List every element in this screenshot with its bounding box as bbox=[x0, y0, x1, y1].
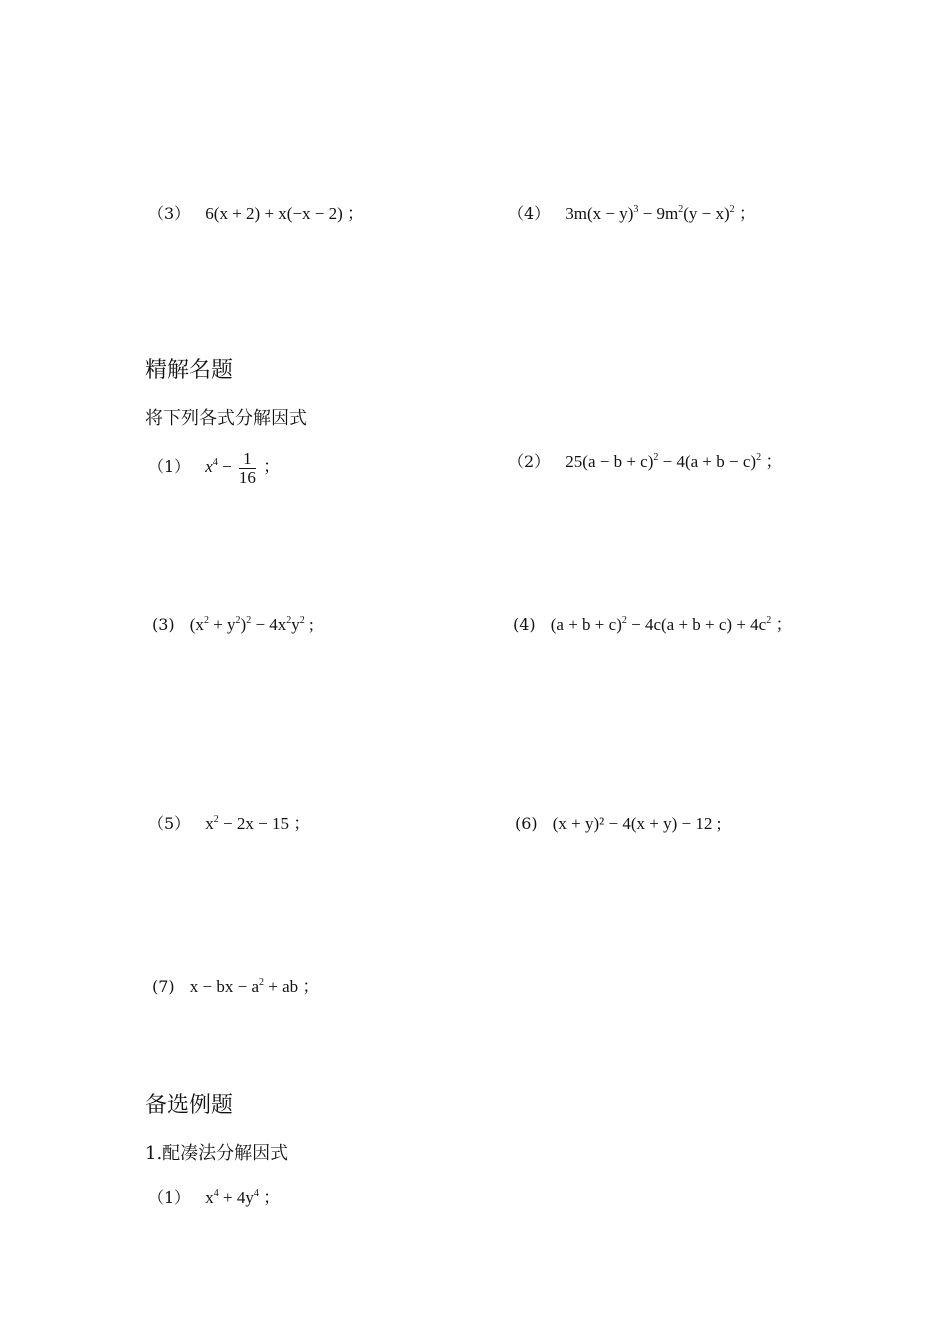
problem-label: (3) bbox=[152, 615, 175, 634]
problem-7 bbox=[152, 975, 319, 999]
problem-label: (6) bbox=[515, 814, 538, 833]
problem-expression: $x^2 - 2x - 15$ ； bbox=[205, 814, 311, 833]
problem-4b bbox=[513, 613, 792, 637]
problem-1c bbox=[148, 1186, 280, 1210]
problem-2 bbox=[508, 450, 782, 474]
problem-1 bbox=[148, 450, 280, 487]
problem-expression: $x^4 + 4y^4$ ； bbox=[205, 1188, 281, 1207]
problem-label: （5） bbox=[148, 814, 191, 833]
problem-label: （2） bbox=[508, 452, 551, 471]
problem-expression: $25(a - b + c)^2 - 4(a + b - c)^2$ ； bbox=[565, 452, 783, 471]
problem-3 bbox=[148, 202, 364, 226]
section-title: 精解名题 bbox=[145, 358, 234, 383]
problem-expression: $3m(x - y)^3 - 9m^2(y - x)^2$ ； bbox=[565, 204, 756, 223]
problem-5 bbox=[148, 812, 310, 836]
problem-6 bbox=[515, 812, 721, 836]
problem-expression: $(a + b + c)^2 - 4c(a + b + c) + 4c^2$ ； bbox=[550, 615, 793, 634]
problem-expression: 6(x + 2) + x(−x − 2) ； bbox=[205, 204, 365, 223]
problem-label: （3） bbox=[148, 204, 191, 223]
problem-label: (7) bbox=[152, 977, 175, 996]
problem-expression: (x + y)² − 4(x + y) − 12 ; bbox=[552, 814, 722, 833]
section-subtitle: 1.配凑法分解因式 bbox=[145, 1143, 289, 1164]
problem-3b bbox=[152, 613, 314, 637]
fraction: $\frac{1}{16}$ bbox=[238, 449, 256, 487]
problem-label: （4） bbox=[508, 204, 551, 223]
problem-label: （1） bbox=[148, 1188, 191, 1207]
problem-expression: x − bx − $a^2$ + ab ； bbox=[189, 977, 320, 996]
problem-label: (4) bbox=[513, 615, 536, 634]
section-instruction: 将下列各式分解因式 bbox=[145, 408, 307, 429]
problem-expression: $(x^2 + y^2)^2 - 4x^2y^2$ ; bbox=[189, 615, 314, 634]
problem-label: （1） bbox=[148, 457, 191, 477]
problem-4 bbox=[508, 202, 756, 226]
section-title: 备选例题 bbox=[145, 1093, 234, 1118]
problem-expression: $x^4$ − $\frac{1}{16}$ ； bbox=[205, 449, 281, 487]
